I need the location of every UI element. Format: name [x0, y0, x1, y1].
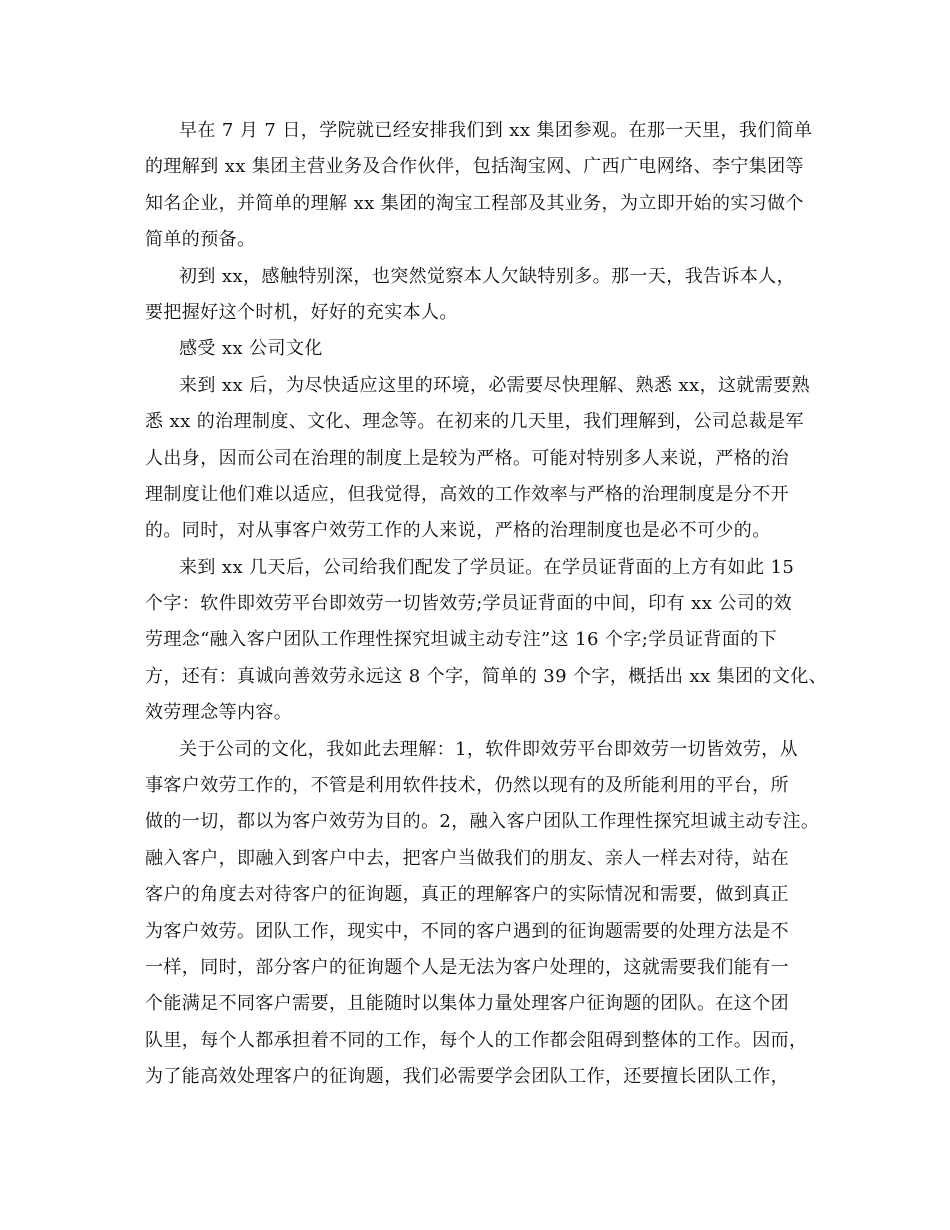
- text-line: 早在 7 月 7 日，学院就已经安排我们到 xx 集团参观。在那一天里，我们简单: [179, 120, 813, 141]
- document-body: [145, 113, 828, 1096]
- text-line: 的。同时，对从事客户效劳工作的人来说，严格的治理制度也是必不可少的。: [145, 520, 771, 542]
- text-line: 为了能高效处理客户的征询题，我们必需要学会团队工作，还要擅长团队工作，: [145, 1066, 789, 1088]
- paragraph-5: [145, 732, 820, 1096]
- text-line: 简单的预备。: [145, 229, 256, 251]
- text-line: 效劳理念等内容。: [145, 702, 293, 724]
- paragraph-2: [145, 259, 805, 332]
- text-line: 来到 xx 几天后，公司给我们配发了学员证。在学员证背面的上方有如此 15: [179, 556, 795, 578]
- text-line: 劳理念“融入客户团队工作理性探究坦诚主动专注”这 16 个字;学员证背面的下: [145, 629, 778, 651]
- text-line: 做的一切，都以为客户效劳为目的。2，融入客户团队工作理性探究坦诚主动专注。: [145, 811, 820, 833]
- paragraph-4: [145, 550, 828, 732]
- text-line: 一样，同时，部分客户的征询题个人是无法为客户处理的，这就需要我们能有一: [145, 956, 789, 978]
- text-line: 来到 xx 后，为尽快适应这里的环境，必需要尽快理解、熟悉 xx，这就需要熟: [179, 374, 810, 396]
- text-line: 客户的角度去对待客户的征询题，真正的理解客户的实际情况和需要，做到真正: [145, 884, 789, 906]
- paragraph-1: [145, 113, 813, 259]
- text-line: 方，还有：真诚向善效劳永远这 8 个字，简单的 39 个字，概括出 xx 集团的文化、: [145, 665, 828, 687]
- text-line: 理制度让他们难以适应，但我觉得，高效的工作效率与严格的治理制度是分不开: [145, 483, 789, 505]
- text-line: 队里，每个人都承担着不同的工作，每个人的工作都会阻碍到整体的工作。因而，: [145, 1029, 808, 1051]
- text-line: 初到 xx，感触特别深，也突然觉察本人欠缺特别多。那一天，我告诉本人，: [179, 265, 796, 287]
- text-line: 事客户效劳工作的，不管是利用软件技术，仍然以现有的及所能利用的平台，所: [145, 775, 789, 797]
- text-line: 知名企业，并简单的理解 xx 集团的淘宝工程部及其业务，为立即开始的实习做个: [145, 192, 804, 214]
- text-line: 关于公司的文化，我如此去理解：1，软件即效劳平台即效劳一切皆效劳，从: [179, 738, 799, 760]
- text-line: 为客户效劳。团队工作，现实中，不同的客户遇到的征询题需要的处理方法是不: [145, 920, 789, 942]
- section-heading: [145, 331, 805, 367]
- text-line: 个字：软件即效劳平台即效劳一切皆效劳;学员证背面的中间，印有 xx 公司的效: [145, 593, 793, 615]
- text-line: 悉 xx 的治理制度、文化、理念等。在初来的几天里，我们理解到，公司总裁是军: [145, 411, 804, 433]
- text-line: 个能满足不同客户需要，且能随时以集体力量处理客户征询题的团队。在这个团: [145, 993, 789, 1015]
- text-line: 融入客户，即融入到客户中去，把客户当做我们的朋友、亲人一样去对待，站在: [145, 847, 789, 869]
- text-line: 要把握好这个时机，好好的充实本人。: [145, 301, 458, 323]
- paragraph-3: [145, 368, 810, 550]
- text-line: 的理解到 xx 集团主营业务及合作伙伴，包括淘宝网、广西广电网络、李宁集团等: [145, 156, 804, 178]
- text-line: 人出身，因而公司在治理的制度上是较为严格。可能对特别多人来说，严格的治: [145, 447, 789, 469]
- heading-line: 感受 xx 公司文化: [179, 338, 323, 360]
